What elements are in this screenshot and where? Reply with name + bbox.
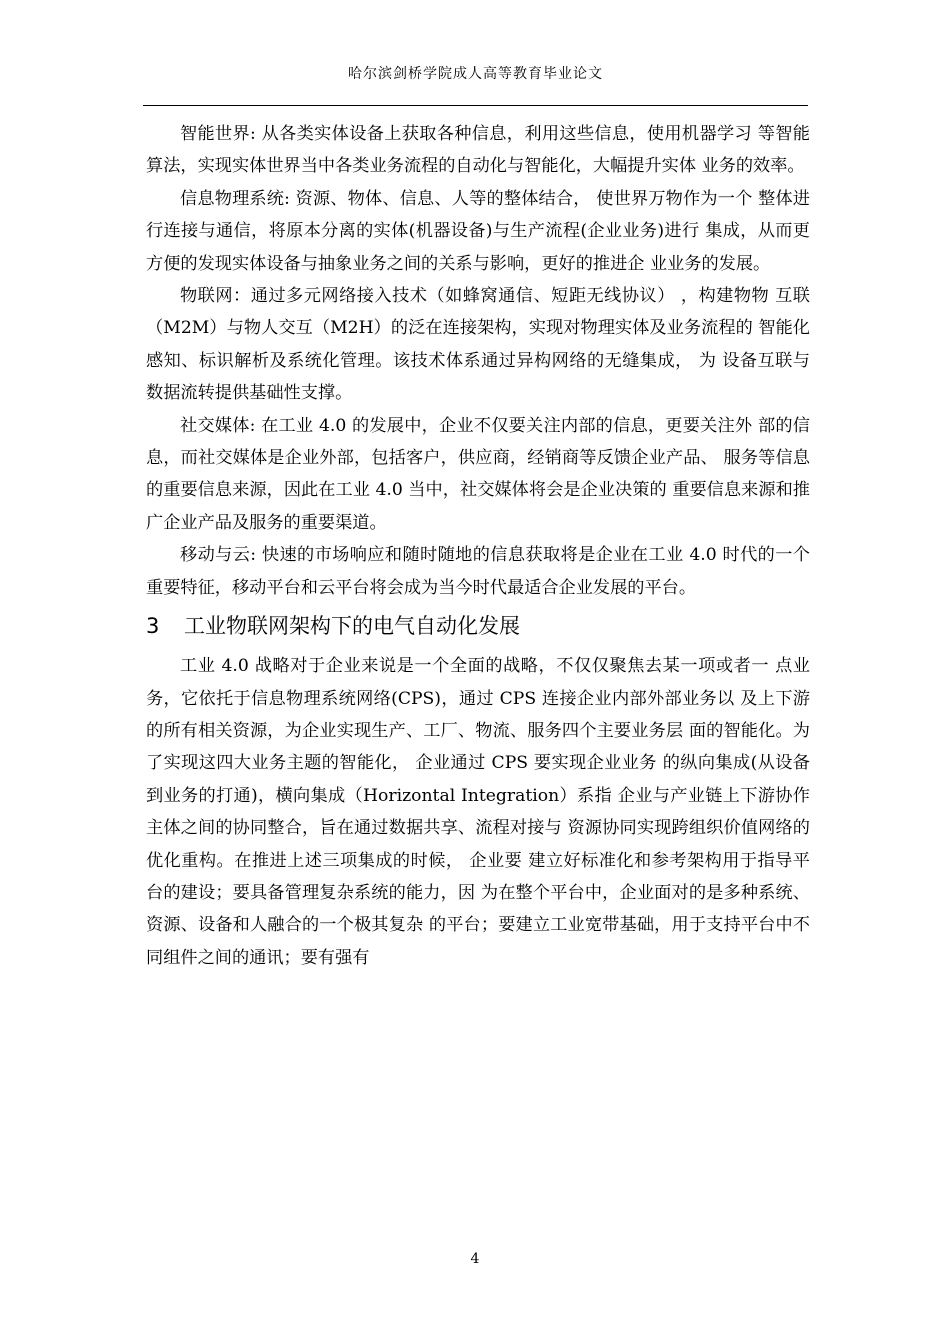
paragraph-internet-of-things: 物联网：通过多元网络接入技术（如蜂窝通信、短距无线协议） ，构建物物 互联（M2M）与物人交互（M2H）的泛在连接架构，实现对物理实体及业务流程的 智能化感知、标识解析及系统化管理。该技术体系通过异构网络的无缝集成， 为 设备互联与数据流转提供基础性支撑。 bbox=[146, 286, 810, 404]
section-number: 3 bbox=[146, 614, 160, 639]
page-body bbox=[146, 118, 810, 974]
page-header: 哈尔滨剑桥学院成人高等教育毕业论文 bbox=[348, 66, 603, 82]
paragraph-industry-4-strategy: 工业 4.0 战略对于企业来说是一个全面的战略，不仅仅聚焦去某一项或者一 点业务，它依托于信息物理系统网络(CPS)，通过 CPS 连接企业内部外部业务以 及上下游的所有相关资源，为企业实现生产、工厂、物流、服务四个主要业务层 面的智能化。为了实现这四大业务主题的智能化， 企业通过 CPS 要实现企业业务 的纵向集成(从设备到业务的打通)，横向集成（Horizontal Integration）系指 企业与产业链上下游协作主体之间的协同整合，旨在通过数据共享、流程对接与 资源协同实现跨组织价值网络的优化重构。在推进上述三项集成的时候， 企业要 建立好标准化和参考架构用于指导平台的建设；要具备管理复杂系统的能力，因 为在整个平台中，企业面对的是多种系统、资源、设备和人融合的一个极其复杂 的平台；要建立工业宽带基础，用于支持平台中不同组件之间的通讯；要有强有 bbox=[146, 656, 810, 968]
paragraph-mobile-and-cloud: 移动与云: 快速的市场响应和随时随地的信息获取将是企业在工业 4.0 时代的一个重要特征，移动平台和云平台将会成为当今时代最适合企业发展的平台。 bbox=[146, 545, 810, 598]
section-heading bbox=[146, 606, 810, 646]
paragraph-smart-world: 智能世界: 从各类实体设备上获取各种信息，利用这些信息，使用机器学习 等智能算法，实现实体世界当中各类业务流程的自动化与智能化，大幅提升实体 业务的效率。 bbox=[146, 124, 810, 177]
page-number: 4 bbox=[470, 1251, 480, 1267]
header-divider bbox=[143, 105, 808, 106]
paragraph-cyber-physical-systems: 信息物理系统: 资源、物体、信息、人等的整体结合， 使世界万物作为一个 整体进行连接与通信，将原本分离的实体(机器设备)与生产流程(企业业务)进行 集成，从而更方便的发现实体设备与抽象业务之间的关系与影响，更好的推进企 业业务的发展。 bbox=[146, 188, 810, 274]
section-title: 工业物联网架构下的电气自动化发展 bbox=[184, 614, 520, 639]
paragraph-social-media: 社交媒体: 在工业 4.0 的发展中，企业不仅要关注内部的信息，更要关注外 部的信息，而社交媒体是企业外部，包括客户，供应商，经销商等反馈企业产品、 服务等信息的重要信息来源，因此在工业 4.0 当中，社交媒体将会是企业决策的 重要信息来源和推广企业产品及服务的重要渠道。 bbox=[146, 415, 810, 533]
